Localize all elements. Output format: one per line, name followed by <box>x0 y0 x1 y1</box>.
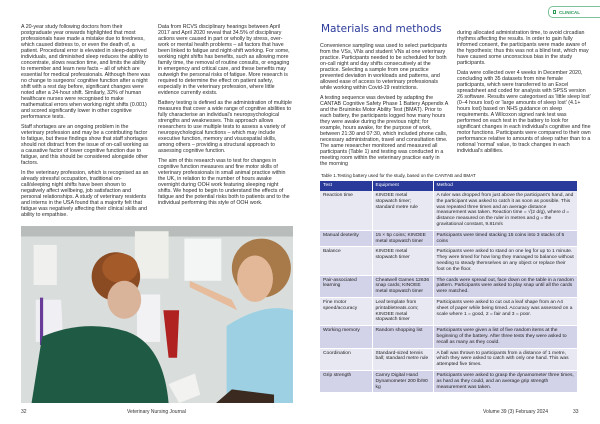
paragraph: A testing sequence was devised by adapting the CANTAB Cognitive Safety Phase 1 Battery Appendix A and the Bruininks Motor Ability Test (BMAT). Prior to each battery, the participants logged how many hours they were awake during the previous night; for example, hours awake, for the purpose of work, between 21:30 and 07:30, which included phone calls, necessary administration, travel and consultation time. The same researcher monitored and measured all participants (Table 1) and testing was conducted in a meeting room within the veterinary practice early in the morning <box>320 95 448 167</box>
left-page <box>21 24 293 416</box>
column-header: Equipment <box>372 181 433 191</box>
section-tag <box>548 6 600 18</box>
tag-icon <box>553 10 556 14</box>
paragraph: A 20-year study following doctors from their postgraduate year onwards highlighted that most professionals have made a mistake due to tiredness, which caused distress to, or even the death of, a patient. Procedural error is elevated in sleep-deprived individuals, and diminished sleep reduces the ability to concentrate, slows reaction time, and limits the ability to remember and learn new facts – all of which are essential for medical professionals. Although there was no change to surgeons' cognitive function after a night shift with a rest day before, significant changes were noted after a 24-hour shift. Similarly, 32% of human healthcare nurses were recognised to make mathematical errors when working night shifts (0.001) and scored significantly lower in other cognitive performance tests. <box>21 24 150 120</box>
method-cell: Participants were asked to stand on one leg for up to 1 minute. They were timed for how long they managed to balance without needing to steady themselves on any object or replace their foot on the floor. <box>433 247 578 275</box>
equipment-cell: Cheatwell Games 12636 snap cards; KINOEE metal stopwatch timer <box>372 275 433 297</box>
method-cell: The cards were spread out, face down on the table in a random pattern. Participants were asked to play snap until all the cards were matched. <box>433 275 578 297</box>
equipment-cell: 15 × 5p coins; KINOEE metal stopwatch timer <box>372 230 433 247</box>
journal-name: Veterinary Nursing Journal <box>127 409 186 415</box>
right-column-1 <box>320 30 448 171</box>
equipment-cell: KINOEE metal stopwatch timer <box>372 247 433 275</box>
paragraph: Data from RCVS disciplinary hearings between April 2017 and April 2020 reveal that 34.5% of disciplinary actions were caused in part or wholly by stress, over-work or mental health problems – all factors that have been linked to fatigue and night-shift working. For some, working night shifts has benefits, such as allowing more family time, the removal of routine consults, or engaging in emergency and critical care, and these benefits may outweigh the personal risks of fatigue. More research is required to determine the effect on patient safety, especially in the veterinary profession, where little evidence currently exists. <box>158 24 290 96</box>
column-header: Test <box>320 181 372 191</box>
photo-veterinary-nurses <box>21 226 293 403</box>
method-cell: A ball was thrown to participants from a distance of 1 metre, which they were asked to catch with only one hand. This was attempted five times. <box>433 348 578 370</box>
equipment-cell: Random shopping list <box>372 326 433 348</box>
test-cell: Reaction time <box>320 191 372 230</box>
right-page-number: 33 <box>573 409 579 415</box>
table-row <box>320 370 578 392</box>
test-cell: Pair-associated learning <box>320 275 372 297</box>
equipment-cell: Camry Digital Hand Dynamometer 200 lb/90 kg <box>372 370 433 392</box>
test-cell: Manual dexterity <box>320 230 372 247</box>
test-cell: Fine motor speed/accuracy <box>320 297 372 325</box>
paragraph: Data were collected over 4 weeks in December 2020, concluding with 35 datasets from nine female participants, which were transferred to an Excel spreadsheet and coded for analysis with SPSS version 26 software. Results were categorised as 'little sleep lost' (0–4 hours lost) or 'large amounts of sleep lost' (4.1+ hours lost) based on NHS guidance on sleep requirements. A Wilcoxon signed rank test was performed on each test in the battery to look for significant changes in each individual's cognitive and fine motor functions. Participants were compared to their own performance relative to amounts of sleep rather than to a notional 'normal' value, to track changes in each individual's abilities. <box>457 70 591 154</box>
paragraph: Convenience sampling was used to select participants from the VSs, VNs and student VNs at one veterinary practice. Participants needed to be scheduled for both on-call night and day shifts consecutively at the practice. Selecting a sample from one practice prevented deviation in workloads and patterns, and allowed ease of access to veterinary professionals while working within Covid-19 restrictions. <box>320 43 448 91</box>
left-page-number: 32 <box>21 409 27 415</box>
equipment-cell: Leaf template from printabletreats.com; KINOEE metal stopwatch timer <box>372 297 433 325</box>
test-cell: Working memory <box>320 326 372 348</box>
right-page <box>320 30 592 416</box>
table-row <box>320 247 578 275</box>
equipment-cell: Standard-sized tennis ball; standard metre rule <box>372 348 433 370</box>
left-column-1 <box>21 24 150 222</box>
test-cell: Coordination <box>320 348 372 370</box>
method-cell: Participants were asked to grasp the dynamometer three times, as hard as they could, and an average grip strength measurement was taken. <box>433 370 578 392</box>
method-cell: Participants were timed stacking 15 coins into 3 stacks of 5 coins <box>433 230 578 247</box>
table-row <box>320 326 578 348</box>
paragraph: In the veterinary profession, which is recognised as an already stressful occupation, traditional on-call/sleeping night shifts have been shown to negatively affect wellbeing, job satisfaction and personal relationships. A study of veterinary residents and interns in the USA found that a majority felt that fatigue was negatively affecting their clinical skills and ability to empathise. <box>21 170 149 218</box>
table-row <box>320 275 578 297</box>
test-cell: Grip strength <box>320 370 372 392</box>
paragraph: Staff shortages are an ongoing problem in the veterinary profession and may be a contributing factor to fatigue, but these findings show that staff shortages should not distract from the issue of on-call working as a causative factor of lower cognitive function due to fatigue, and this should be considered alongside other factors. <box>21 124 149 166</box>
testing-battery-table <box>320 181 578 393</box>
method-cell: Participants were given a list of five random items at the beginning of the battery. After three tests they were asked to recall as many as they could. <box>433 326 578 348</box>
table-row <box>320 230 578 247</box>
table-caption: Table 1.Testing battery used for the study, based on the CANTAB and BMAT <box>321 173 476 178</box>
section-tag-label: CLINICAL <box>559 10 580 15</box>
left-column-2 <box>158 24 293 222</box>
equipment-cell: KINOEE metal stopwatch timer; standard metre rule <box>372 191 433 230</box>
column-header: Method <box>433 181 578 191</box>
table-row <box>320 191 578 230</box>
method-cell: Participants were asked to cut out a leaf shape from an A4 sheet of paper while being timed. Accuracy was assessed on a scale where 1 = good, 2 = fair and 3 = poor. <box>433 297 578 325</box>
test-cell: Balance <box>320 247 372 275</box>
paragraph: Battery testing is defined as the administration of multiple measures that cover a wide range of cognitive abilities to fully characterise an individual's neuropsychological strengths and weaknesses. This approach allows researchers to use multiple tests to assess a variety of neuropsychological functions – which may include executive function, memory and visuospatial skills, among others – providing a structural approach to assessing cognitive function. <box>158 100 292 154</box>
method-cell: A ruler was dropped from just above the participant's hand, and the participant was asked to catch it as soon as possible. This was repeated three times and an average distance measurement was taken. Reaction time = √(2 d/g), where d = distance measured on the ruler in metres and g = the gravitational constant, 9.81m/s <box>433 191 578 230</box>
table-row <box>320 297 578 325</box>
right-column-2 <box>457 30 592 171</box>
volume-info: Volume 39 (3) February 2024 <box>482 409 548 415</box>
table-row <box>320 348 578 370</box>
paragraph: during allocated administration time, to avoid circadian rhythms affecting the results. In order to gain fully informed consent, the participants were made aware of the hypothesis; thus this was not a blind test, which may have caused some unconscious bias in the study participants. <box>457 30 589 66</box>
paragraph: The aim of this research was to test for changes in cognitive function measures and fine motor skills of veterinary professionals in small animal practice within the UK, in relation to the number of hours awake overnight during OOH work featuring sleeping night shifts. We hoped to begin to understand the effects of fatigue and the potential risks both to patients and to the individual performing this style of OOH work. <box>158 158 290 206</box>
section-heading: Materials and methods <box>321 23 442 35</box>
